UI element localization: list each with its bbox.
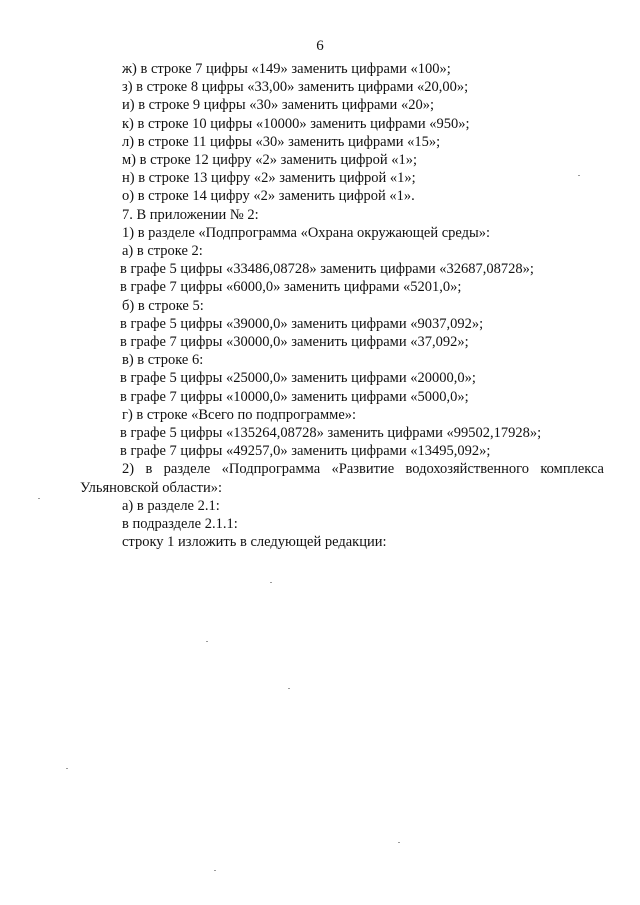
scan-speck xyxy=(38,498,40,499)
row-6-heading: в) в строке 6: xyxy=(122,352,204,369)
total-row-heading: г) в строке «Всего по подпрограмме»: xyxy=(122,406,357,423)
row-5-column-7: в графе 7 цифры «30000,0» заменить цифрами «37,092»; xyxy=(120,334,469,351)
scan-speck xyxy=(214,870,216,871)
row-5-heading: б) в строке 5: xyxy=(122,297,204,314)
amendment-line-zh: ж) в строке 7 цифры «149» заменить цифрами «100»; xyxy=(122,61,451,77)
amendment-line-z: з) в строке 8 цифры «33,00» заменить цифрами «20,00»; xyxy=(122,79,469,96)
subsection-environment: 1) в разделе «Подпрограмма «Охрана окружающей среды»: xyxy=(122,224,491,241)
total-row-column-5: в графе 5 цифры «135264,08728» заменить цифрами «99502,17928»; xyxy=(120,425,542,442)
row-6-column-7: в графе 7 цифры «10000,0» заменить цифрами «5000,0»; xyxy=(120,388,469,405)
row-6-column-5: в графе 5 цифры «25000,0» заменить цифрами «20000,0»; xyxy=(120,370,476,387)
section-2-1-heading: а) в разделе 2.1: xyxy=(122,497,220,514)
document-body xyxy=(80,60,604,551)
amendment-line-i: и) в строке 9 цифры «30» заменить цифрами «20»; xyxy=(122,97,434,114)
amendment-line-l: л) в строке 11 цифры «30» заменить цифрами «15»; xyxy=(122,133,441,150)
page-number: 6 xyxy=(316,38,324,54)
scan-speck xyxy=(578,175,580,176)
row-5-column-5: в графе 5 цифры «39000,0» заменить цифрами «9037,092»; xyxy=(120,315,484,332)
row-2-column-5: в графе 5 цифры «33486,08728» заменить цифрами «32687,08728»; xyxy=(120,261,534,278)
amendment-line-m: м) в строке 12 цифру «2» заменить цифрой «1»; xyxy=(122,152,418,169)
row-2-column-7: в графе 7 цифры «6000,0» заменить цифрами «5201,0»; xyxy=(120,279,462,296)
amendment-line-o: о) в строке 14 цифру «2» заменить цифрой «1». xyxy=(122,188,415,205)
subsection-water-complex-continued: Ульяновской области»: xyxy=(80,479,223,496)
total-row-column-7: в графе 7 цифры «49257,0» заменить цифрами «13495,092»; xyxy=(120,443,491,460)
scan-speck xyxy=(66,768,68,769)
subsection-water-complex: 2) в разделе «Подпрограмма «Развитие водохозяйственного комплекса xyxy=(122,461,604,478)
row-2-heading: а) в строке 2: xyxy=(122,243,203,260)
row-1-revision-intro: строку 1 изложить в следующей редакции: xyxy=(122,534,387,551)
section-heading-appendix-2: 7. В приложении № 2: xyxy=(122,206,259,223)
subsection-2-1-1-heading: в подразделе 2.1.1: xyxy=(122,516,238,533)
amendment-line-n: н) в строке 13 цифру «2» заменить цифрой «1»; xyxy=(122,170,416,187)
scan-speck xyxy=(288,688,290,689)
scan-speck xyxy=(398,842,400,843)
amendment-line-k: к) в строке 10 цифры «10000» заменить цифрами «950»; xyxy=(122,115,470,132)
scan-speck xyxy=(206,641,208,642)
scan-speck xyxy=(270,582,272,583)
